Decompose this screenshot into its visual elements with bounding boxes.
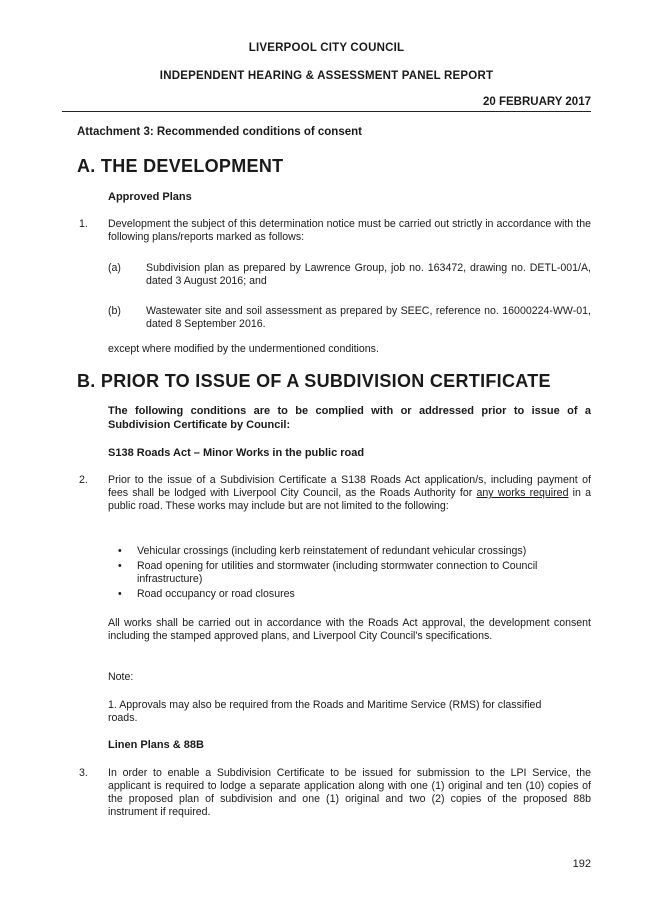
- item-1-number: 1.: [79, 218, 88, 230]
- item-2-underlined: any works required: [476, 487, 569, 499]
- section-b-intro: The following conditions are to be complied with or addressed prior to issue of a Subdivision Certificate by Council:: [108, 405, 591, 431]
- report-title: INDEPENDENT HEARING & ASSESSMENT PANEL REPORT: [159, 70, 494, 82]
- item-2-text: [108, 474, 591, 513]
- header-rule: [62, 111, 591, 112]
- attachment-title: Attachment 3: Recommended conditions of consent: [77, 126, 362, 138]
- item-1a-text: Subdivision plan as prepared by Lawrence Group, job no. 163472, drawing no. DETL-001/A, dated 3 August 2016; and: [146, 262, 591, 287]
- approved-plans-heading: Approved Plans: [108, 191, 192, 203]
- item-2-text-end: in a public road. These works may include but are not limited to the following:: [108, 487, 592, 512]
- note-label: Note:: [108, 671, 134, 683]
- bullet-2-text: Road opening for utilities and stormwater (including stormwater connection to Council infrastructure): [137, 560, 538, 585]
- bullet-3-marker: •: [118, 588, 122, 600]
- item-1b-text: Wastewater site and soil assessment as prepared by SEEC, reference no. 16000224-WW-01, dated 8 September 2016.: [146, 305, 591, 330]
- item-1a-label: (a): [108, 262, 121, 274]
- linen-plans-heading: Linen Plans & 88B: [108, 739, 204, 751]
- item-2-text-start: Prior to the issue of a Subdivision Certificate a S138 Roads Act application/s, including payment of fees shall be lodged with Liverpool City Council, as the Roads Authority for: [108, 474, 591, 499]
- item-3-text: In order to enable a Subdivision Certificate to be issued for submission to the LPI Service, the applicant is required to lodge a separate application along with one (1) original and ten (10) copies of the proposed plan of subdivision and one (1) original and two (2) copies of the proposed 88b instrument if required.: [108, 767, 591, 818]
- council-name: LIVERPOOL CITY COUNCIL: [248, 42, 405, 54]
- item-2-after-bullets: All works shall be carried out in accordance with the Roads Act approval, the development consent including the stamped approved plans, and Liverpool City Council's specifications.: [108, 617, 591, 642]
- item-1-closing: except where modified by the undermentioned conditions.: [108, 343, 379, 355]
- item-1-text: Development the subject of this determination notice must be carried out strictly in accordance with the following plans/reports marked as follows:: [108, 218, 591, 243]
- item-3-number: 3.: [79, 767, 88, 779]
- report-date: 20 FEBRUARY 2017: [482, 96, 591, 108]
- section-a-title: A. THE DEVELOPMENT: [77, 156, 284, 176]
- bullet-2-marker: •: [118, 560, 122, 572]
- item-1b-label: (b): [108, 305, 121, 317]
- bullet-1-text: Vehicular crossings (including kerb reinstatement of redundant vehicular crossings): [137, 545, 527, 557]
- bullet-3-text: Road occupancy or road closures: [137, 588, 295, 600]
- page-number: 192: [572, 858, 591, 870]
- note-text: 1. Approvals may also be required from the Roads and Maritime Service (RMS) for classified roads.: [108, 699, 542, 724]
- section-b-title: B. PRIOR TO ISSUE OF A SUBDIVISION CERTIFICATE: [77, 371, 551, 391]
- item-2-number: 2.: [79, 474, 88, 486]
- s138-heading: S138 Roads Act – Minor Works in the public road: [108, 447, 365, 459]
- bullet-1-marker: •: [118, 545, 122, 557]
